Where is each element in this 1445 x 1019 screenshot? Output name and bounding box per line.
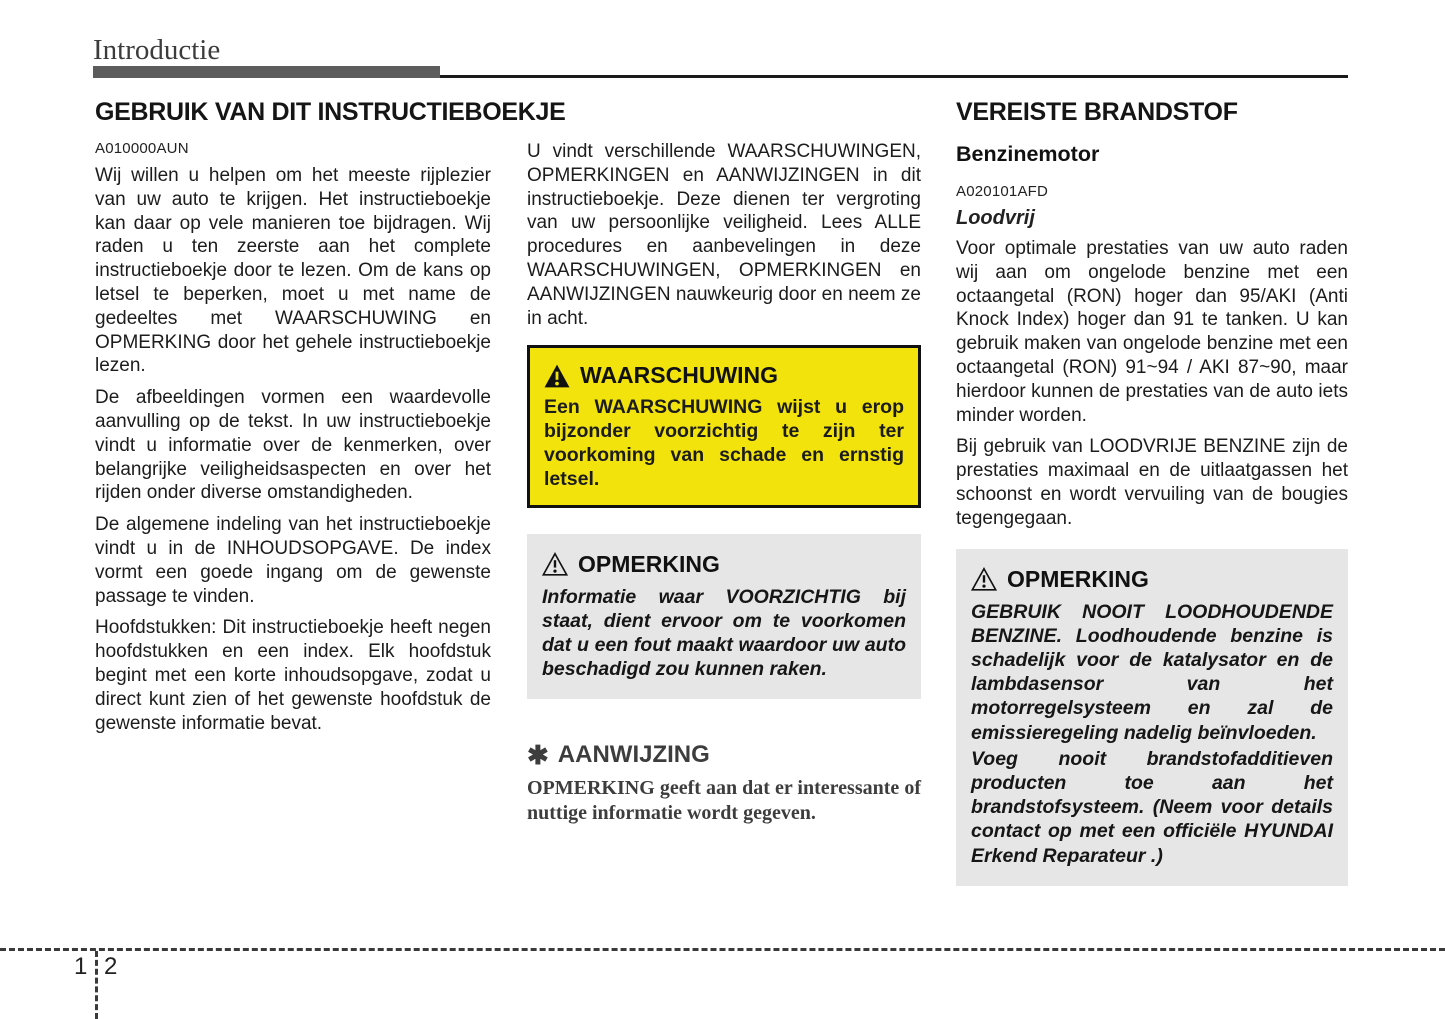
section-heading-left: GEBRUIK VAN DIT INSTRUCTIEBOEKJE [95,98,566,126]
footer-dashed-rule [0,948,1445,951]
caution-triangle-icon [542,552,568,576]
caution-box-body: Voeg nooit brandstofadditieven producten toe aan het brandstofsysteem. (Neem voor details contact op met een officiële HYUNDAI Erkend Reparateur .) [971,747,1333,867]
paragraph: U vindt verschillende WAARSCHUWINGEN, OPMERKINGEN en AANWIJZINGEN in dit instructieboekje. Deze dienen ter vergroting van uw persoonlijke veiligheid. Lees ALLE procedures en aanbevelingen in deze WAARSCHUWINGEN, OPMERKINGEN en AANWIJZINGEN nauwkeurig door en neem ze in acht. [527,141,921,329]
paragraph: Voor optimale prestaties van uw auto raden wij aan om ongelode benzine met een octaangetal (RON) hoger dan 95/AKI (Anti Knock Index) hoger dan 91 te tanken. U kan gebruik maken van ongelode benzine met een octaangetal (RON) 91~94 / AKI 87~90, maar hierdoor kunnen de prestaties van de auto iets minder worden. [956,238,1348,426]
right-column [956,140,1348,886]
paragraph: De afbeeldingen vormen een waardevolle aanvulling op de tekst. In uw instructieboekje vindt u informatie over de kenmerken, over belangrijke veiligheidsaspecten en over het rijden onder diverse omstandigheden. [95,387,491,504]
note-body: OPMERKING geeft aan dat er interessante of nuttige informatie wordt gegeven. [527,777,921,824]
warning-box [527,345,921,507]
title-underline-bar [93,66,440,78]
section-heading-right: VEREISTE BRANDSTOF [956,98,1238,126]
section-code: A010000AUN [95,140,189,157]
paragraph: De algemene indeling van het instructieboekje vindt u in de INHOUDSOPGAVE. De index vormt een goede ingang om de gewenste passage te vinden. [95,514,491,607]
warning-triangle-icon [544,364,570,388]
caution-box-body: GEBRUIK NOOIT LOODHOUDENDE BENZINE. Loodhoudende benzine is schadelijk voor de katalysator en de lambdasensor van het motorregelsysteem en zal de emissieregeling nadelig beïnvloeden. [971,600,1333,744]
warning-box-title-text: WAARSCHUWING [580,362,779,389]
caution-box-title-text: OPMERKING [578,550,720,577]
paragraph: Hoofdstukken: Dit instructieboekje heeft negen hoofdstukken en een index. Elk hoofdstuk begint met een korte inhoudsopgave, zodat u direct kunt zien of het gewenste hoofdstuk de gewenste informatie bevat. [95,617,491,734]
header-rule [440,75,1348,78]
caution-box [956,549,1348,886]
caution-box [527,534,921,700]
caution-triangle-icon [971,567,997,591]
caution-box-title [971,566,1333,593]
page-number: 2 [104,953,118,980]
middle-column [527,140,921,825]
caution-box-title-text: OPMERKING [1007,565,1149,592]
left-column [95,140,491,743]
note-heading [527,741,921,769]
asterisk-icon: ✱ [527,740,549,771]
fuel-type-subheading: Loodvrij [956,207,1035,229]
caution-box-body: Informatie waar VOORZICHTIG bij staat, dient ervoor om te voorkomen dat u een fout maakt waardoor uw auto beschadigd zou kunnen raken. [542,585,906,681]
chapter-number: 1 [74,953,88,980]
warning-box-title [544,362,904,389]
paragraph: Wij willen u helpen om het meeste rijplezier van uw auto te krijgen. Het instructieboekje kan daar op vele manieren toe bijdragen. Wij raden u ten zeerste aan het complete instructieboekje door te lezen. Om de kans op letsel te beperken, moet u met name de gedeeltes met WAARSCHUWING en OPMERKING door het gehele instructieboekje lezen. [95,165,491,377]
engine-subheading: Benzinemotor [956,142,1100,166]
chapter-title: Introductie [93,34,221,66]
caution-box-title [542,551,906,578]
paragraph: Bij gebruik van LOODVRIJE BENZINE zijn de prestaties maximaal en de uitlaatgassen het schoonst en wordt vervuiling van de bougies tegengegaan. [956,436,1348,529]
section-code: A020101AFD [956,183,1049,200]
footer-dashed-divider [95,951,98,1019]
note-heading-text: AANWIJZING [557,741,710,769]
warning-box-body: Een WAARSCHUWING wijst u erop bijzonder voorzichtig te zijn ter voorkoming van schade en ernstig letsel. [544,396,904,490]
